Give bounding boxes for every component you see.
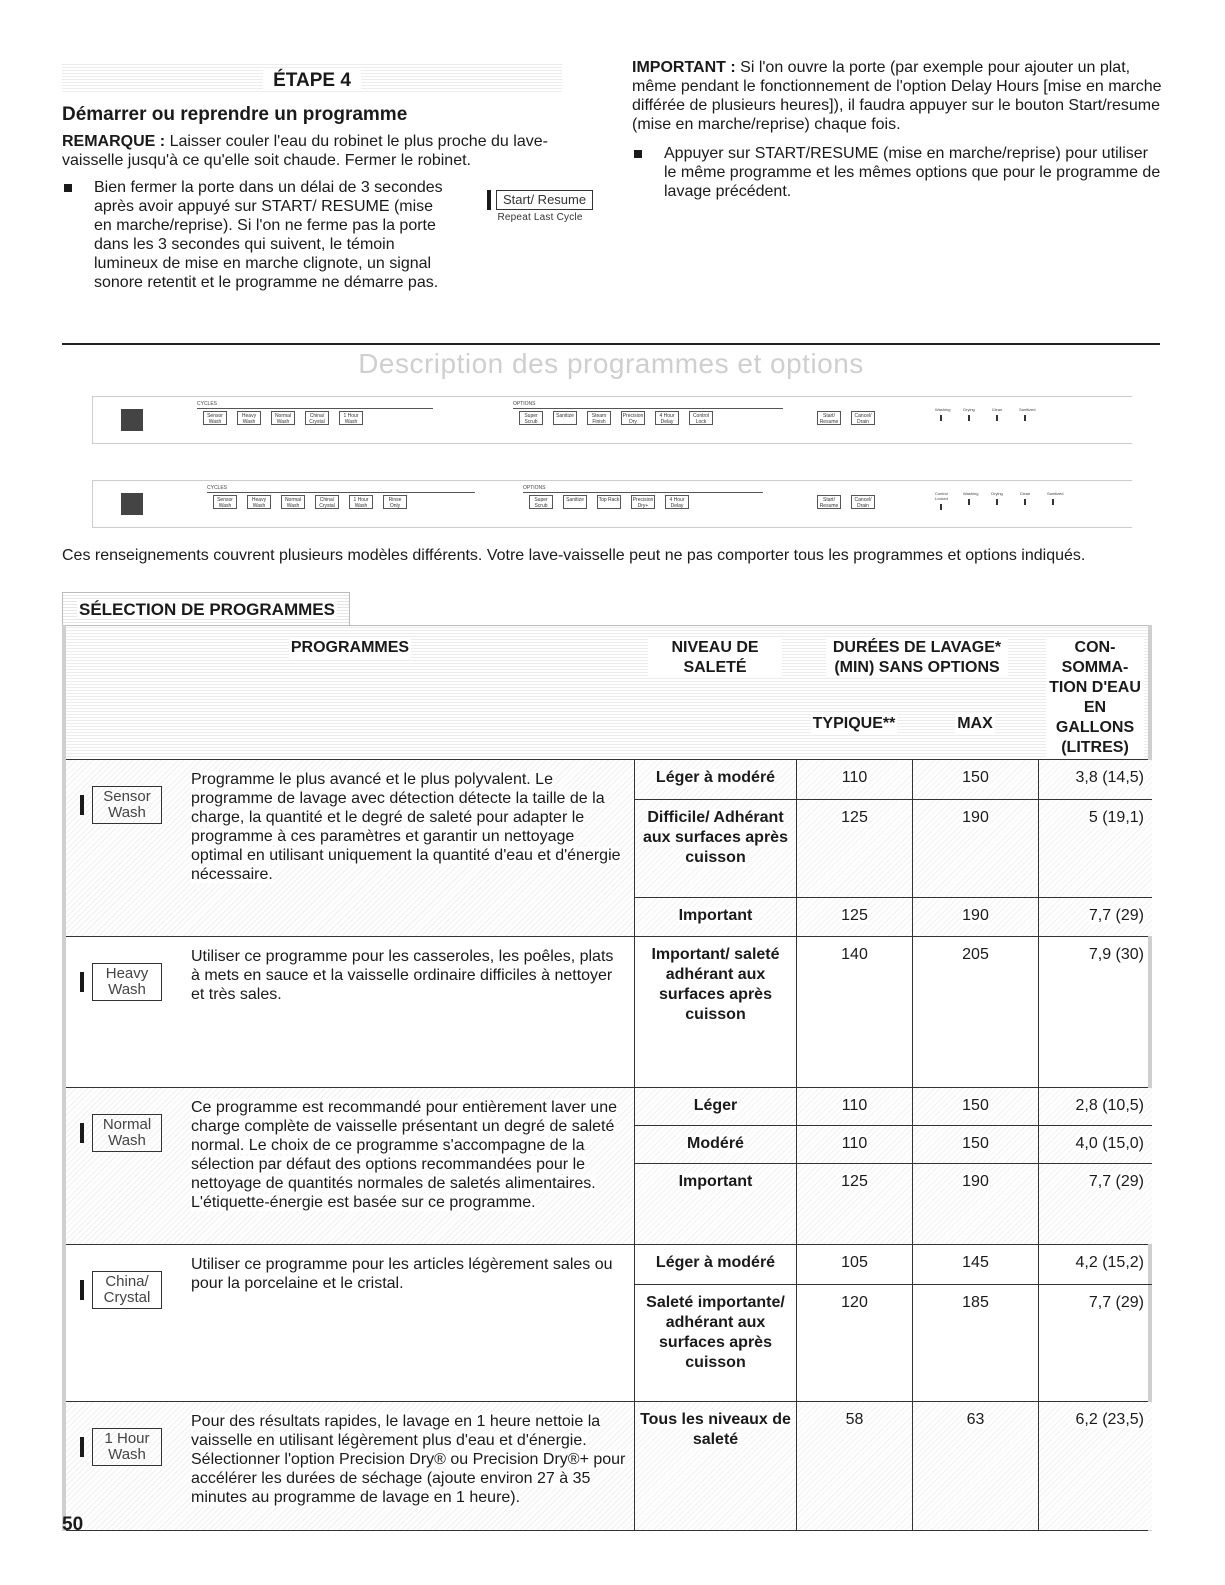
soil-level-text: Léger à modéré bbox=[655, 769, 776, 786]
table-row bbox=[66, 1402, 1148, 1531]
note-text: Laisser couler l'eau du robinet le plus proche du lave-vaisselle jusqu'à ce qu'elle soit chaude. Fermer le robinet. bbox=[62, 133, 548, 169]
soil-level-row bbox=[634, 898, 1152, 936]
soil-level bbox=[634, 937, 796, 1087]
program-button bbox=[80, 1114, 162, 1152]
panel-key: Steam Finish bbox=[587, 411, 611, 425]
panel-key: Heavy Wash bbox=[237, 411, 261, 425]
start-resume-key: Start/ Resume bbox=[496, 190, 593, 210]
step-title: ÉTAPE 4 bbox=[62, 62, 562, 94]
soil-level bbox=[634, 1164, 796, 1244]
panel-key: Cancel/ Drain bbox=[851, 495, 875, 509]
section-heading: Démarrer ou reprendre un programme bbox=[62, 104, 408, 125]
panel-key: Sensor Wash bbox=[213, 495, 237, 509]
panel-key: Sensor Wash bbox=[203, 411, 227, 425]
soil-levels bbox=[634, 937, 1152, 1087]
soil-level-text: Important bbox=[678, 1173, 753, 1190]
status-led: Clean bbox=[991, 407, 1003, 421]
step-section bbox=[62, 62, 602, 292]
typical-minutes-text: 125 bbox=[841, 809, 868, 826]
typical-minutes-text: 58 bbox=[845, 1411, 864, 1428]
typical-minutes-text: 110 bbox=[841, 1135, 868, 1152]
max-minutes bbox=[912, 937, 1038, 1087]
typical-minutes bbox=[796, 760, 912, 799]
water-usage bbox=[1038, 937, 1152, 1087]
max-minutes bbox=[912, 1285, 1038, 1401]
start-resume-illustration bbox=[487, 190, 593, 223]
header-programmes: PROGRAMMES bbox=[290, 639, 410, 656]
soil-level-row bbox=[634, 1088, 1152, 1126]
panel-key: China/ Crystal bbox=[315, 495, 339, 509]
soil-levels bbox=[634, 1402, 1152, 1530]
soil-level-text: Saleté importante/ adhérant aux surfaces après cuisson bbox=[646, 1294, 785, 1371]
coverage-note: Ces renseignements couvrent plusieurs modèles différents. Votre lave-vaisselle peut ne pas comporter tous les programmes et options indiqués. bbox=[62, 547, 1086, 564]
water-usage-text: 7,7 (29) bbox=[1088, 1294, 1144, 1311]
status-leds bbox=[935, 407, 1036, 421]
water-usage-text: 4,0 (15,0) bbox=[1075, 1135, 1144, 1152]
indicator-light bbox=[80, 1280, 84, 1300]
door-bullet: Bien fermer la porte dans un délai de 3 secondes après avoir appuyé sur START/ RESUME (mise en marche/reprise). Si l'on ne ferme pas la porte dans les 3 secondes qui suivent, le témoin lumineux de mise en marche clignote, un signal sonore retentit et le programme ne démarre pas. bbox=[62, 178, 602, 292]
program-button bbox=[80, 1428, 162, 1466]
note-paragraph bbox=[62, 132, 602, 170]
control-keys bbox=[817, 411, 875, 425]
table-row bbox=[66, 1245, 1148, 1402]
panel-key: Heavy Wash bbox=[247, 495, 271, 509]
typical-minutes bbox=[796, 1285, 912, 1401]
panel-key: Top Rack bbox=[597, 495, 621, 509]
water-usage-text: 2,8 (10,5) bbox=[1075, 1097, 1144, 1114]
soil-level-row bbox=[634, 1285, 1152, 1401]
max-minutes bbox=[912, 1088, 1038, 1125]
soil-level-text: Important bbox=[678, 907, 753, 924]
panel-key: Control Lock bbox=[689, 411, 713, 425]
table-body bbox=[66, 760, 1148, 1531]
typical-minutes bbox=[796, 800, 912, 897]
program-cell bbox=[66, 760, 634, 936]
soil-level-row bbox=[634, 1126, 1152, 1164]
header-consommation: CON-SOMMA-TION D'EAU EN GALLONS (LITRES) bbox=[1038, 626, 1152, 759]
indicator-light bbox=[80, 1437, 84, 1457]
indicator-light bbox=[487, 190, 491, 210]
soil-level-text: Léger bbox=[693, 1097, 738, 1114]
program-cell bbox=[66, 1088, 634, 1244]
options-keys bbox=[529, 495, 689, 509]
status-led: Drying bbox=[991, 491, 1003, 510]
control-panel-2 bbox=[92, 480, 1132, 528]
panel-key: Normal Wash bbox=[271, 411, 295, 425]
water-usage bbox=[1038, 898, 1152, 936]
program-button-label: Heavy Wash bbox=[92, 963, 162, 1001]
soil-level-row bbox=[634, 1164, 1152, 1244]
max-minutes bbox=[912, 1402, 1038, 1530]
section-divider bbox=[62, 343, 1160, 345]
repeat-caption: Repeat Last Cycle bbox=[497, 212, 583, 223]
soil-level bbox=[634, 760, 796, 799]
soil-level bbox=[634, 1285, 796, 1401]
max-minutes bbox=[912, 1164, 1038, 1244]
soil-levels bbox=[634, 1245, 1152, 1401]
typical-minutes bbox=[796, 1088, 912, 1125]
panel-key: 1 Hour Wash bbox=[349, 495, 373, 509]
status-led: Clean bbox=[1019, 491, 1031, 510]
header-durees: DURÉES DE LAVAGE* (MIN) SANS OPTIONS TYPIQUE** MAX bbox=[796, 626, 1038, 759]
table-header bbox=[66, 625, 1148, 760]
typical-minutes-text: 120 bbox=[841, 1294, 868, 1311]
page-number: 50 bbox=[62, 1514, 84, 1535]
panel-key: 4 Hour Delay bbox=[665, 495, 689, 509]
status-led: Sanitized bbox=[1019, 407, 1031, 421]
panel-key: Rinse Only bbox=[383, 495, 407, 509]
typical-minutes bbox=[796, 1126, 912, 1163]
program-button-label: Sensor Wash bbox=[92, 786, 162, 824]
typical-minutes bbox=[796, 1245, 912, 1284]
cycle-table bbox=[62, 625, 1152, 1531]
max-minutes bbox=[912, 760, 1038, 799]
options-label: OPTIONS bbox=[513, 401, 783, 409]
max-minutes bbox=[912, 1126, 1038, 1163]
max-minutes-text: 150 bbox=[962, 1135, 989, 1152]
status-led: Washing bbox=[963, 491, 975, 510]
repeat-bullet: Appuyer sur START/RESUME (mise en marche/reprise) pour utiliser le même programme et les mêmes options que pour le programme de lavage précédent. bbox=[632, 144, 1162, 201]
typical-minutes-text: 110 bbox=[841, 769, 868, 786]
typical-minutes-text: 110 bbox=[841, 1097, 868, 1114]
header-max: MAX bbox=[957, 715, 993, 732]
soil-level-text: Modéré bbox=[687, 1135, 744, 1152]
typical-minutes bbox=[796, 1402, 912, 1530]
water-usage-text: 6,2 (23,5) bbox=[1075, 1411, 1144, 1428]
max-minutes bbox=[912, 1245, 1038, 1284]
typical-minutes bbox=[796, 1164, 912, 1244]
soil-level bbox=[634, 898, 796, 936]
panel-key: Precision Dry+ bbox=[632, 497, 654, 509]
soil-level bbox=[634, 1245, 796, 1284]
table-row bbox=[66, 937, 1148, 1088]
water-usage-text: 7,7 (29) bbox=[1088, 907, 1144, 924]
soil-level-row bbox=[634, 937, 1152, 1087]
water-usage bbox=[1038, 1245, 1152, 1284]
panel-key: Cancel/ Drain bbox=[851, 411, 875, 425]
typical-minutes-text: 125 bbox=[841, 907, 868, 924]
max-minutes-text: 190 bbox=[962, 1173, 989, 1190]
water-usage bbox=[1038, 760, 1152, 799]
max-minutes bbox=[912, 898, 1038, 936]
program-description: Ce programme est recommandé pour entièrement laver une charge complète de vaisselle présentant un degré de saleté normal. Le choix de ce programme s'accompagne de la sélection par défaut des options recommandées pour le nettoyage de quantités normales de saletés alimentaires. L'étiquette-énergie est basée sur ce programme. bbox=[191, 1099, 617, 1211]
typical-minutes-text: 105 bbox=[841, 1254, 868, 1271]
important-section bbox=[632, 58, 1162, 201]
panel-key: Precision Dry bbox=[622, 413, 644, 425]
water-usage-text: 5 (19,1) bbox=[1088, 809, 1144, 826]
cycles-keys bbox=[203, 411, 363, 425]
max-minutes-text: 205 bbox=[962, 946, 989, 963]
cycles-keys bbox=[213, 495, 407, 509]
soil-levels bbox=[634, 1088, 1152, 1244]
water-usage bbox=[1038, 1285, 1152, 1401]
important-label: IMPORTANT : bbox=[632, 59, 736, 76]
soil-levels bbox=[634, 760, 1152, 936]
typical-minutes bbox=[796, 898, 912, 936]
status-led: Control Locked bbox=[935, 491, 947, 510]
program-description: Utiliser ce programme pour les casseroles, les poêles, plats à mets en sauce et la vaisselle ordinaire difficiles à nettoyer et très sales. bbox=[191, 948, 614, 1003]
indicator-light bbox=[80, 972, 84, 992]
panel-key: Start/ Resume bbox=[817, 411, 841, 425]
program-button bbox=[80, 786, 162, 824]
program-button-label: China/ Crystal bbox=[92, 1271, 162, 1309]
soil-level-text: Léger à modéré bbox=[655, 1254, 776, 1271]
program-button bbox=[80, 1271, 162, 1309]
typical-minutes-text: 140 bbox=[841, 946, 868, 963]
soil-level bbox=[634, 1088, 796, 1125]
important-paragraph bbox=[632, 58, 1162, 134]
program-button-label: Normal Wash bbox=[92, 1114, 162, 1152]
brand-logo-icon bbox=[121, 409, 143, 431]
water-usage bbox=[1038, 800, 1152, 897]
panel-key: Sanitize bbox=[563, 495, 587, 509]
status-leds bbox=[935, 491, 1064, 510]
water-usage-text: 4,2 (15,2) bbox=[1075, 1254, 1144, 1271]
panel-key: China/ Crystal bbox=[305, 411, 329, 425]
panel-key: Sanitize bbox=[553, 411, 577, 425]
max-minutes bbox=[912, 800, 1038, 897]
header-typique: TYPIQUE** bbox=[812, 715, 896, 732]
max-minutes-text: 190 bbox=[962, 907, 989, 924]
panel-key: Super Scrub bbox=[529, 495, 553, 509]
max-minutes-text: 63 bbox=[966, 1411, 985, 1428]
max-minutes-text: 150 bbox=[962, 1097, 989, 1114]
header-niveau: NIVEAU DE SALETÉ bbox=[634, 626, 796, 759]
program-cell bbox=[66, 1402, 634, 1530]
program-cell bbox=[66, 1245, 634, 1401]
options-label: OPTIONS bbox=[523, 485, 763, 493]
typical-minutes-text: 125 bbox=[841, 1173, 868, 1190]
max-minutes-text: 150 bbox=[962, 769, 989, 786]
control-keys bbox=[817, 495, 875, 509]
panel-key: Start/ Resume bbox=[817, 495, 841, 509]
typical-minutes bbox=[796, 937, 912, 1087]
selection-tab: SÉLECTION DE PROGRAMMES bbox=[62, 592, 350, 625]
panel-key: Super Scrub bbox=[519, 411, 543, 425]
program-description: Utiliser ce programme pour les articles légèrement sales ou pour la porcelaine et le cristal. bbox=[191, 1256, 613, 1292]
soil-level-row bbox=[634, 760, 1152, 800]
cycles-label: CYCLES bbox=[207, 485, 475, 493]
program-button-label: 1 Hour Wash bbox=[92, 1428, 162, 1466]
water-usage-text: 3,8 (14,5) bbox=[1075, 769, 1144, 786]
program-description: Programme le plus avancé et le plus polyvalent. Le programme de lavage avec détection détecte la taille de la charge, la quantité et le degré de saleté pour adapter le programme à ces paramètres et garantir un nettoyage optimal en utilisant uniquement la quantité d'eau et d'énergie nécessaire. bbox=[191, 771, 621, 883]
soil-level-row bbox=[634, 1402, 1152, 1530]
indicator-light bbox=[80, 1123, 84, 1143]
max-minutes-text: 185 bbox=[962, 1294, 989, 1311]
soil-level-row bbox=[634, 1245, 1152, 1285]
table-row bbox=[66, 760, 1148, 937]
panel-key: 4 Hour Delay bbox=[655, 411, 679, 425]
panel-key: 1 Hour Wash bbox=[339, 411, 363, 425]
status-led: Drying bbox=[963, 407, 975, 421]
important-text: Si l'on ouvre la porte (par exemple pour ajouter un plat, même pendant le fonctionnement de l'option Delay Hours [mise en marche différée de plusieurs heures]), il faudra appuyer sur le bouton Start/resume (mise en marche/reprise) chaque fois. bbox=[632, 59, 1162, 133]
indicator-light bbox=[80, 795, 84, 815]
water-usage-text: 7,9 (30) bbox=[1088, 946, 1144, 963]
description-title: Description des programmes et options bbox=[358, 348, 864, 379]
soil-level bbox=[634, 1402, 796, 1530]
note-label: REMARQUE : bbox=[62, 133, 166, 150]
soil-level-text: Important/ saleté adhérant aux surfaces après cuisson bbox=[651, 946, 780, 1023]
cycles-label: CYCLES bbox=[197, 401, 433, 409]
program-cell bbox=[66, 937, 634, 1087]
max-minutes-text: 145 bbox=[962, 1254, 989, 1271]
soil-level-text: Tous les niveaux de saleté bbox=[640, 1411, 791, 1448]
soil-level bbox=[634, 1126, 796, 1163]
control-panel-1 bbox=[92, 396, 1132, 444]
water-usage bbox=[1038, 1088, 1152, 1125]
soil-level bbox=[634, 800, 796, 897]
water-usage-text: 7,7 (29) bbox=[1088, 1173, 1144, 1190]
table-row bbox=[66, 1088, 1148, 1245]
water-usage bbox=[1038, 1126, 1152, 1163]
water-usage bbox=[1038, 1164, 1152, 1244]
program-button bbox=[80, 963, 162, 1001]
water-usage bbox=[1038, 1402, 1152, 1530]
soil-level-text: Difficile/ Adhérant aux surfaces après cuisson bbox=[643, 809, 788, 866]
soil-level-row bbox=[634, 800, 1152, 898]
panel-key: Normal Wash bbox=[281, 495, 305, 509]
brand-logo-icon bbox=[121, 493, 143, 515]
program-description: Pour des résultats rapides, le lavage en 1 heure nettoie la vaisselle en utilisant légèrement plus d'eau et d'énergie. Sélectionner l'option Precision Dry® ou Precision Dry®+ pour accélérer les durées de séchage (ajoute environ 27 à 35 minutes au programme de lavage en 1 heure). bbox=[191, 1413, 626, 1506]
max-minutes-text: 190 bbox=[962, 809, 989, 826]
options-keys bbox=[519, 411, 713, 425]
status-led: Washing bbox=[935, 407, 947, 421]
status-led: Sanitized bbox=[1047, 491, 1059, 510]
